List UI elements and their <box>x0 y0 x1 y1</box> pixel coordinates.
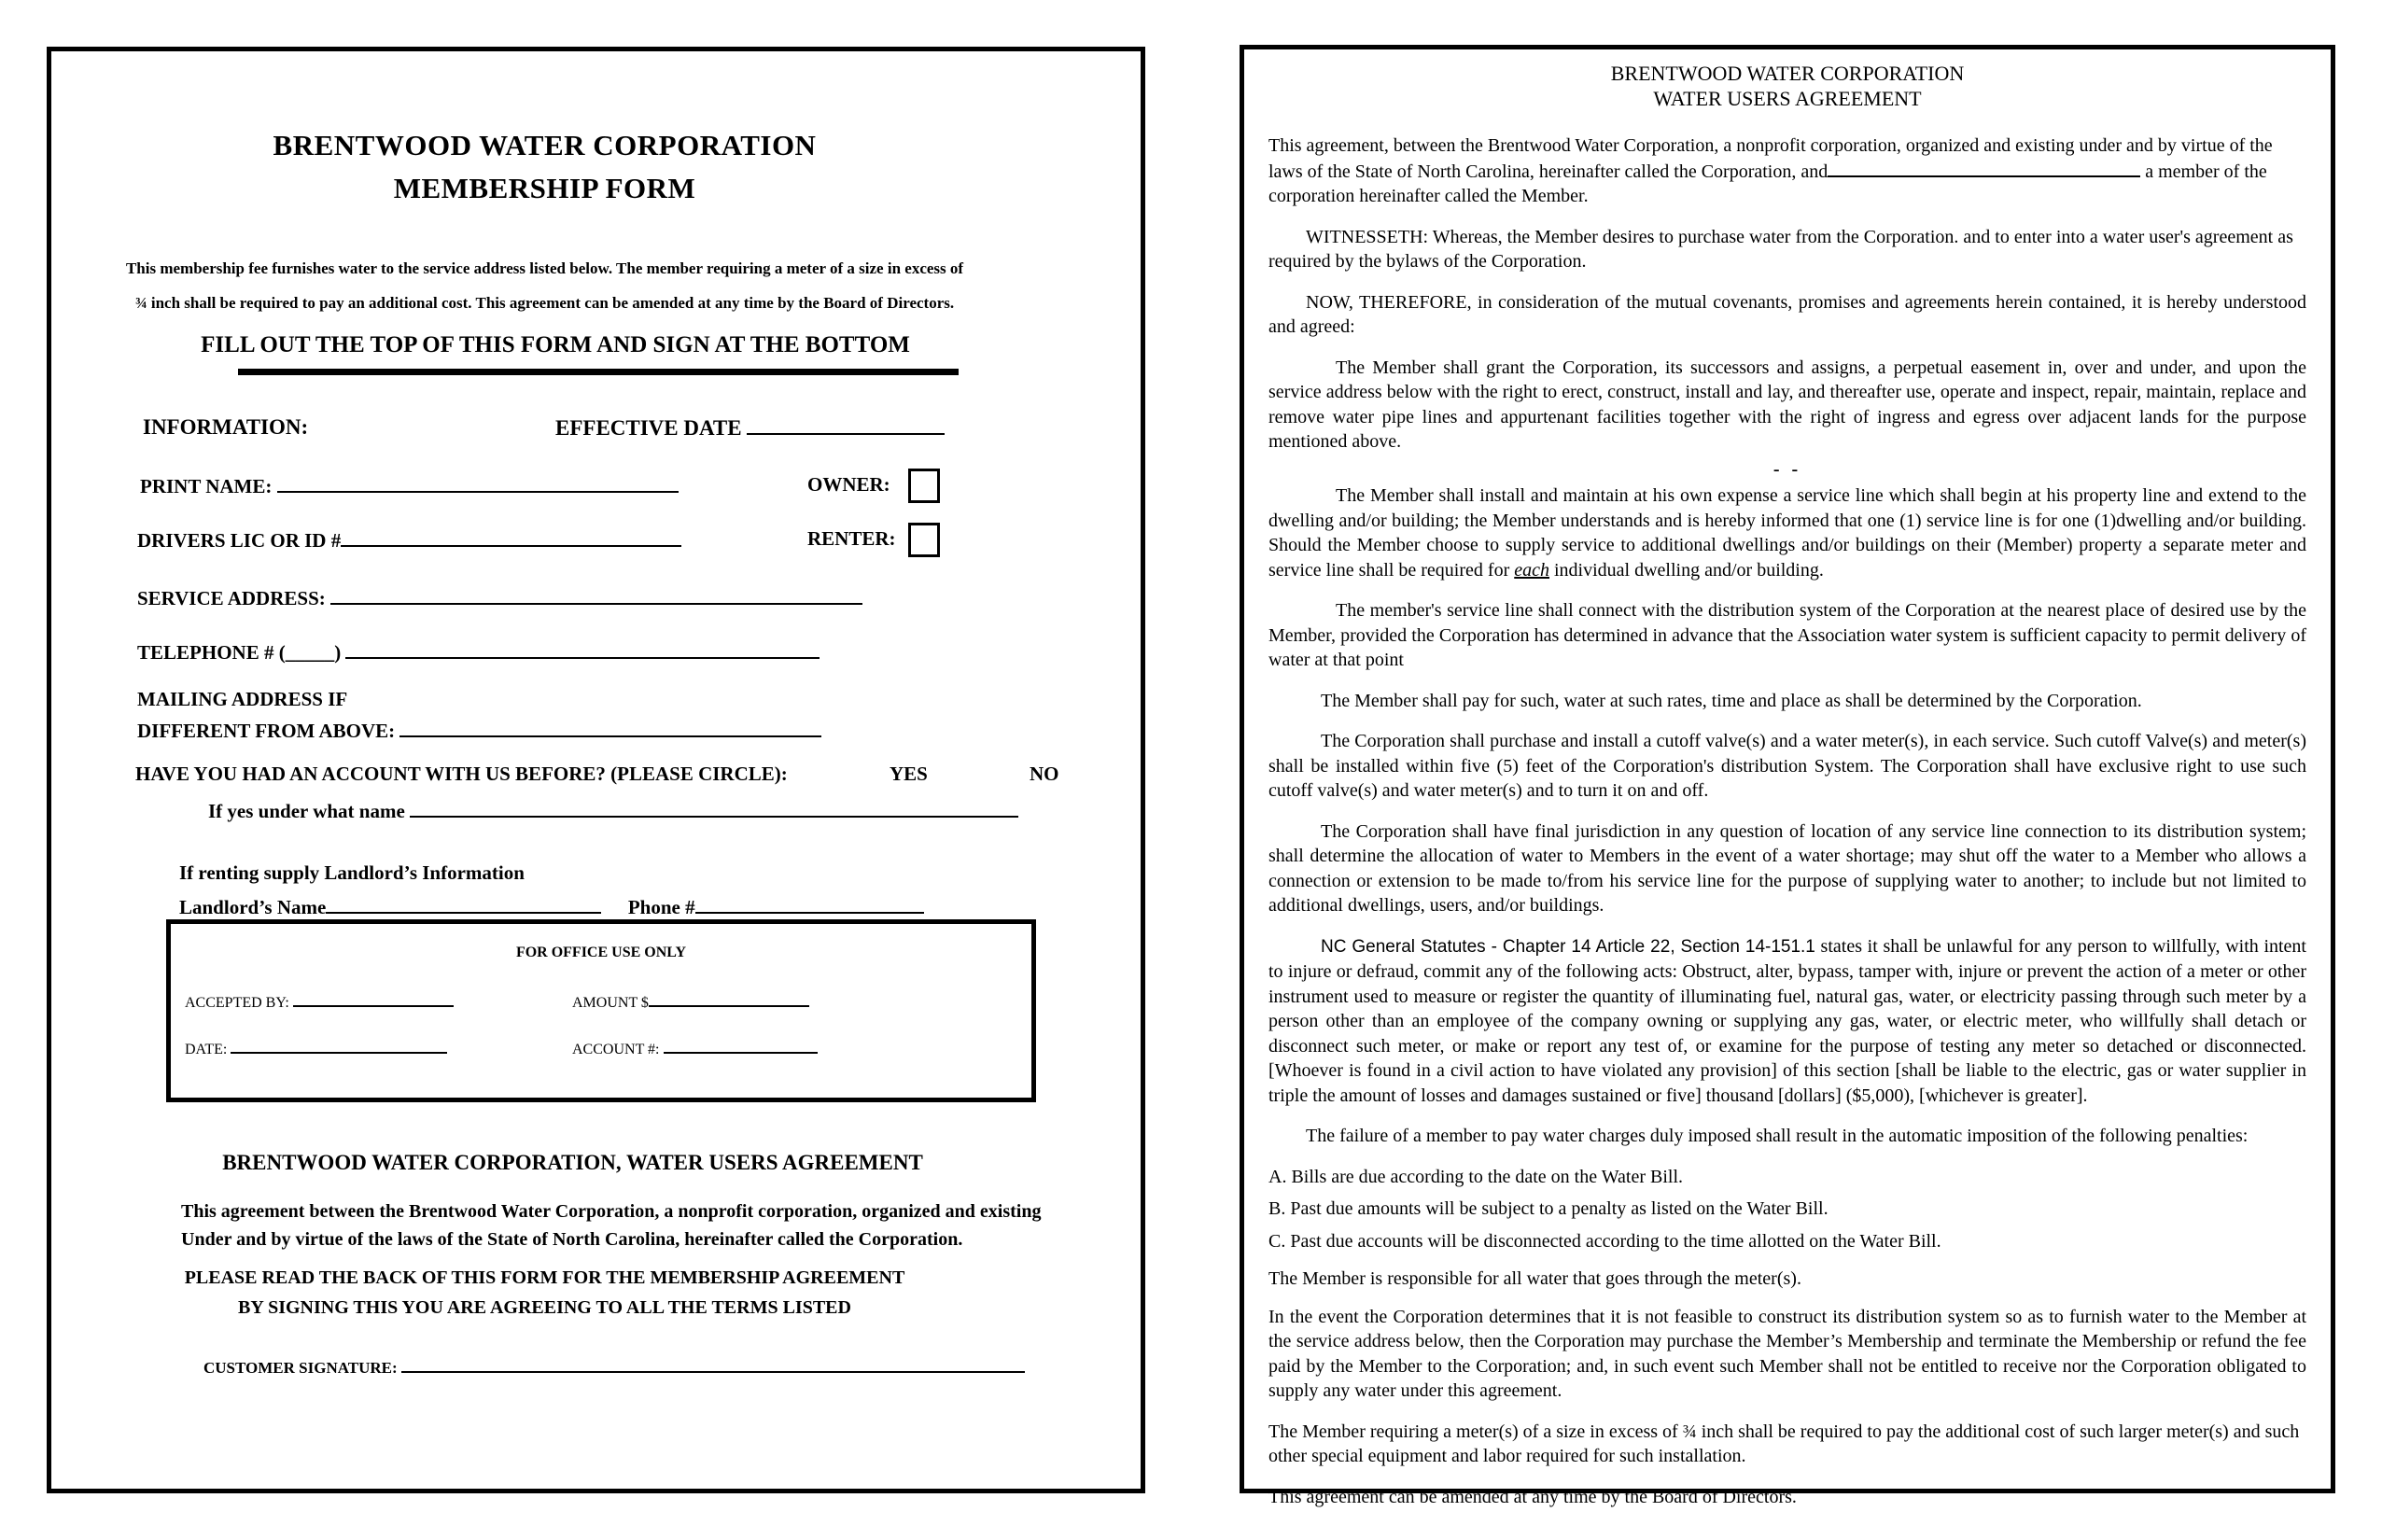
paragraph-larger-meter: The Member requiring a meter(s) of a size in excess of ¾ inch shall be required to pay the additional cost of such larger meter(s) and such other special equipment and labor required for such installation. <box>1268 1421 2300 1466</box>
office-box-title: FOR OFFICE USE ONLY <box>515 945 687 960</box>
owner-checkbox[interactable] <box>908 469 940 503</box>
membership-form-page <box>47 47 1145 1493</box>
dash-separator: - - <box>1772 458 1802 480</box>
telephone-field[interactable] <box>345 639 820 659</box>
previous-name-field[interactable] <box>410 798 1018 818</box>
penalty-item-b: B. Past due amounts will be subject to a penalty as listed on the Water Bill. <box>1268 1198 1829 1219</box>
agreement-header-line2: WATER USERS AGREEMENT <box>1653 87 1922 110</box>
office-use-box <box>166 919 1036 1102</box>
date-field[interactable] <box>231 1038 447 1054</box>
mailing-address-label1: MAILING ADDRESS IF <box>137 688 348 710</box>
landlord-name-field[interactable] <box>326 894 601 914</box>
form-title-line1: BRENTWOOD WATER CORPORATION <box>273 129 817 161</box>
each-emphasis: each <box>1514 559 1549 581</box>
paragraph-connect: The member's service line shall connect with the distribution system of the Corporation at the nearest place of desired use by the Member, provided the Corporation has determined in advance that the Association water system is sufficient capacity to permit delivery of water at that point <box>1268 600 2306 670</box>
paragraph-amend: This agreement can be amended at any time by the Board of Directors. <box>1268 1486 1797 1507</box>
fill-out-instruction: FILL OUT THE TOP OF THIS FORM AND SIGN AT THE BOTTOM <box>201 332 910 357</box>
paragraph-easement: The Member shall grant the Corporation, its successors and assigns, a perpetual easement in, over and under, and upon the service address below with the right to erect, construct, install and lay, and thereafter use, operate and inspect, repair, maintain, replace and remove water pipe lines and appurtenant facilities together with the right of ingress and egress over adjacent lands for the purpose mentioned above. <box>1268 357 2306 452</box>
owner-label: OWNER: <box>807 473 890 496</box>
accepted-by-field[interactable] <box>293 991 454 1007</box>
paragraph-cutoff: The Corporation shall purchase and install a cutoff valve(s) and a water meter(s), in each service. Such cutoff Valve(s) and meter(s) shall be installed within five (5) feet of the Corporation's distribution System. The Corporation shall have exclusive right to use such cutoff valve(s) and water meter(s) and to turn it on and off. <box>1268 731 2306 801</box>
intro-line1: This membership fee furnishes water to the service address listed below. The member requiring a meter of a size in excess of <box>125 259 964 277</box>
penalty-item-a: A. Bills are due according to the date on the Water Bill. <box>1268 1166 1684 1187</box>
renter-checkbox[interactable] <box>908 523 940 557</box>
paragraph-failure: The failure of a member to pay water charges duly imposed shall result in the automatic imposition of the following penalties: <box>1306 1126 2249 1146</box>
read-back-line2: BY SIGNING THIS YOU ARE AGREEING TO ALL THE TERMS LISTED <box>238 1297 851 1318</box>
drivers-lic-label: DRIVERS LIC OR ID # <box>137 527 681 553</box>
paragraph-nc-statutes: NC General Statutes - Chapter 14 Article 22, Section 14-151.1 states it shall be unlawful for any person to willfully, with intent to injure or defraud, commit any of the following acts: Obstruct, alter, bypass, tamper with, injure or prevent the action of a meter or other instrument used to measure or register the quantity of illuminating fuel, natural gas, water, or electricity passing through such meter by a person other than an employee of the company owning or supplying any gas, water, or electric meter, who willfully shall detach or disconnect such meter, or make or report any test of, or examine for the purpose of testing any meter so detached or disconnected. [Whoever is found in a civil action to have violated any provision] of this section [shall be liable to the electric, gas or water supplier in triple the amount of losses and damages sustained or five] thousand [dollars] ($5,000), [whichever is greater]. <box>1268 935 2306 1106</box>
if-yes-label: If yes under what name <box>208 798 1018 823</box>
paragraph-pay: The Member shall pay for such, water at such rates, time and place as shall be determined by the Corporation. <box>1321 690 2142 711</box>
effective-date-field[interactable] <box>747 415 945 435</box>
agreement-text-line2: Under and by virtue of the laws of the State of North Carolina, hereinafter called the Corporation. <box>181 1229 963 1250</box>
mailing-address-label2: DIFFERENT FROM ABOVE: <box>137 718 821 743</box>
landlord-phone-field[interactable] <box>695 894 924 914</box>
paragraph-not-feasible: In the event the Corporation determines that it is not feasible to construct its distribution system so as to furnish water to the Member at the service address below, then the Corporation may purchase the Member’s Membership and terminate the Membership or refund the fee paid by the Member to the Corporation; and, in such event such Member shall not be entitled to receive nor the Corporation obligated to supply any water under this agreement. <box>1268 1306 2306 1401</box>
date-label: DATE: <box>185 1038 447 1058</box>
intro-line2: ¾ inch shall be required to pay an additional cost. This agreement can be amended at any time by the Board of Directors. <box>134 294 955 312</box>
nc-statute-citation: NC General Statutes - Chapter 14 Article 22, Section 14-151.1 <box>1321 936 1815 957</box>
print-name-label: PRINT NAME: <box>140 473 679 498</box>
amount-field[interactable] <box>649 991 809 1007</box>
landlord-row: Landlord’s Name Phone # <box>179 894 924 919</box>
paragraph-intro: This agreement, between the Brentwood Water Corporation, a nonprofit corporation, organized and existing under and by virtue of the laws of the State of North Carolina, hereinafter called the Corporation, and a member of the corporation hereinafter called the Member. <box>1268 135 2273 206</box>
no-option[interactable]: NO <box>1030 763 1059 785</box>
penalty-item-c: C. Past due accounts will be disconnected according to the time allotted on the Water Bill. <box>1268 1230 1941 1252</box>
amount-label: AMOUNT $ <box>572 991 809 1012</box>
service-address-label: SERVICE ADDRESS: <box>137 585 862 610</box>
information-label: INFORMATION: <box>143 415 309 439</box>
yes-option[interactable]: YES <box>890 763 928 785</box>
customer-signature-row: CUSTOMER SIGNATURE: <box>203 1356 1025 1378</box>
paragraph-responsible: The Member is responsible for all water that goes through the meter(s). <box>1268 1268 1801 1289</box>
paragraph-service-line: The Member shall install and maintain at his own expense a service line which shall begin at his property line and extend to the dwelling and/or building; the Member understands and is hereby informed that one (1) service line is for one (1)dwelling and/or building. Should the Member choose to supply service to additional dwellings and/or buildings on their (Member) property a separate meter and service line shall be required for each individual dwelling and/or building. <box>1268 485 2306 581</box>
paragraph-now-therefore: NOW, THEREFORE, in consideration of the mutual covenants, promises and agreements herein contained, it is hereby understood and agreed: <box>1268 291 2306 337</box>
agreement-header <box>1268 61 2306 111</box>
agreement-title: BRENTWOOD WATER CORPORATION, WATER USERS AGREEMENT <box>222 1151 923 1174</box>
water-users-agreement-page <box>1240 45 2335 1507</box>
renter-label: RENTER: <box>807 527 896 550</box>
service-address-field[interactable] <box>330 585 862 605</box>
read-back-line1: PLEASE READ THE BACK OF THIS FORM FOR THE MEMBERSHIP AGREEMENT <box>184 1267 905 1288</box>
account-number-label: ACCOUNT #: <box>572 1038 818 1058</box>
mailing-address-field[interactable] <box>399 718 821 737</box>
customer-signature-field[interactable] <box>401 1356 1025 1373</box>
form-title-line2: MEMBERSHIP FORM <box>393 172 696 204</box>
renting-info-label: If renting supply Landlord’s Information <box>179 861 525 884</box>
effective-date-label: EFFECTIVE DATE <box>555 415 945 441</box>
agreement-text-line1: This agreement between the Brentwood Water Corporation, a nonprofit corporation, organized and existing <box>181 1201 1042 1222</box>
account-question: HAVE YOU HAD AN ACCOUNT WITH US BEFORE? (PLEASE CIRCLE): <box>135 763 788 785</box>
account-number-field[interactable] <box>664 1038 818 1054</box>
print-name-field[interactable] <box>277 473 679 493</box>
member-name-field[interactable] <box>1828 159 2140 177</box>
paragraph-jurisdiction: The Corporation shall have final jurisdiction in any question of location of any service line connection to its distribution system; shall determine the allocation of water to Members in the event of a water shortage; may shut off the water to a Member who allows a connection or extension to be made to/from his service line for the purpose of supplying water to another; to include but not limited to additional dwellings, users, and/or buildings. <box>1268 820 2306 916</box>
paragraph-witnesseth: WITNESSETH: Whereas, the Member desires to purchase water from the Corporation. and to enter into a water user's agreement as required by the bylaws of the Corporation. <box>1268 226 2293 272</box>
drivers-lic-field[interactable] <box>341 527 681 547</box>
form-title <box>51 124 1141 210</box>
telephone-label: TELEPHONE # (_____) <box>137 639 820 665</box>
agreement-text <box>181 1197 1041 1253</box>
agreement-header-line1: BRENTWOOD WATER CORPORATION <box>1610 62 1965 85</box>
accepted-by-label: ACCEPTED BY: <box>185 991 454 1012</box>
section-divider <box>238 369 959 375</box>
